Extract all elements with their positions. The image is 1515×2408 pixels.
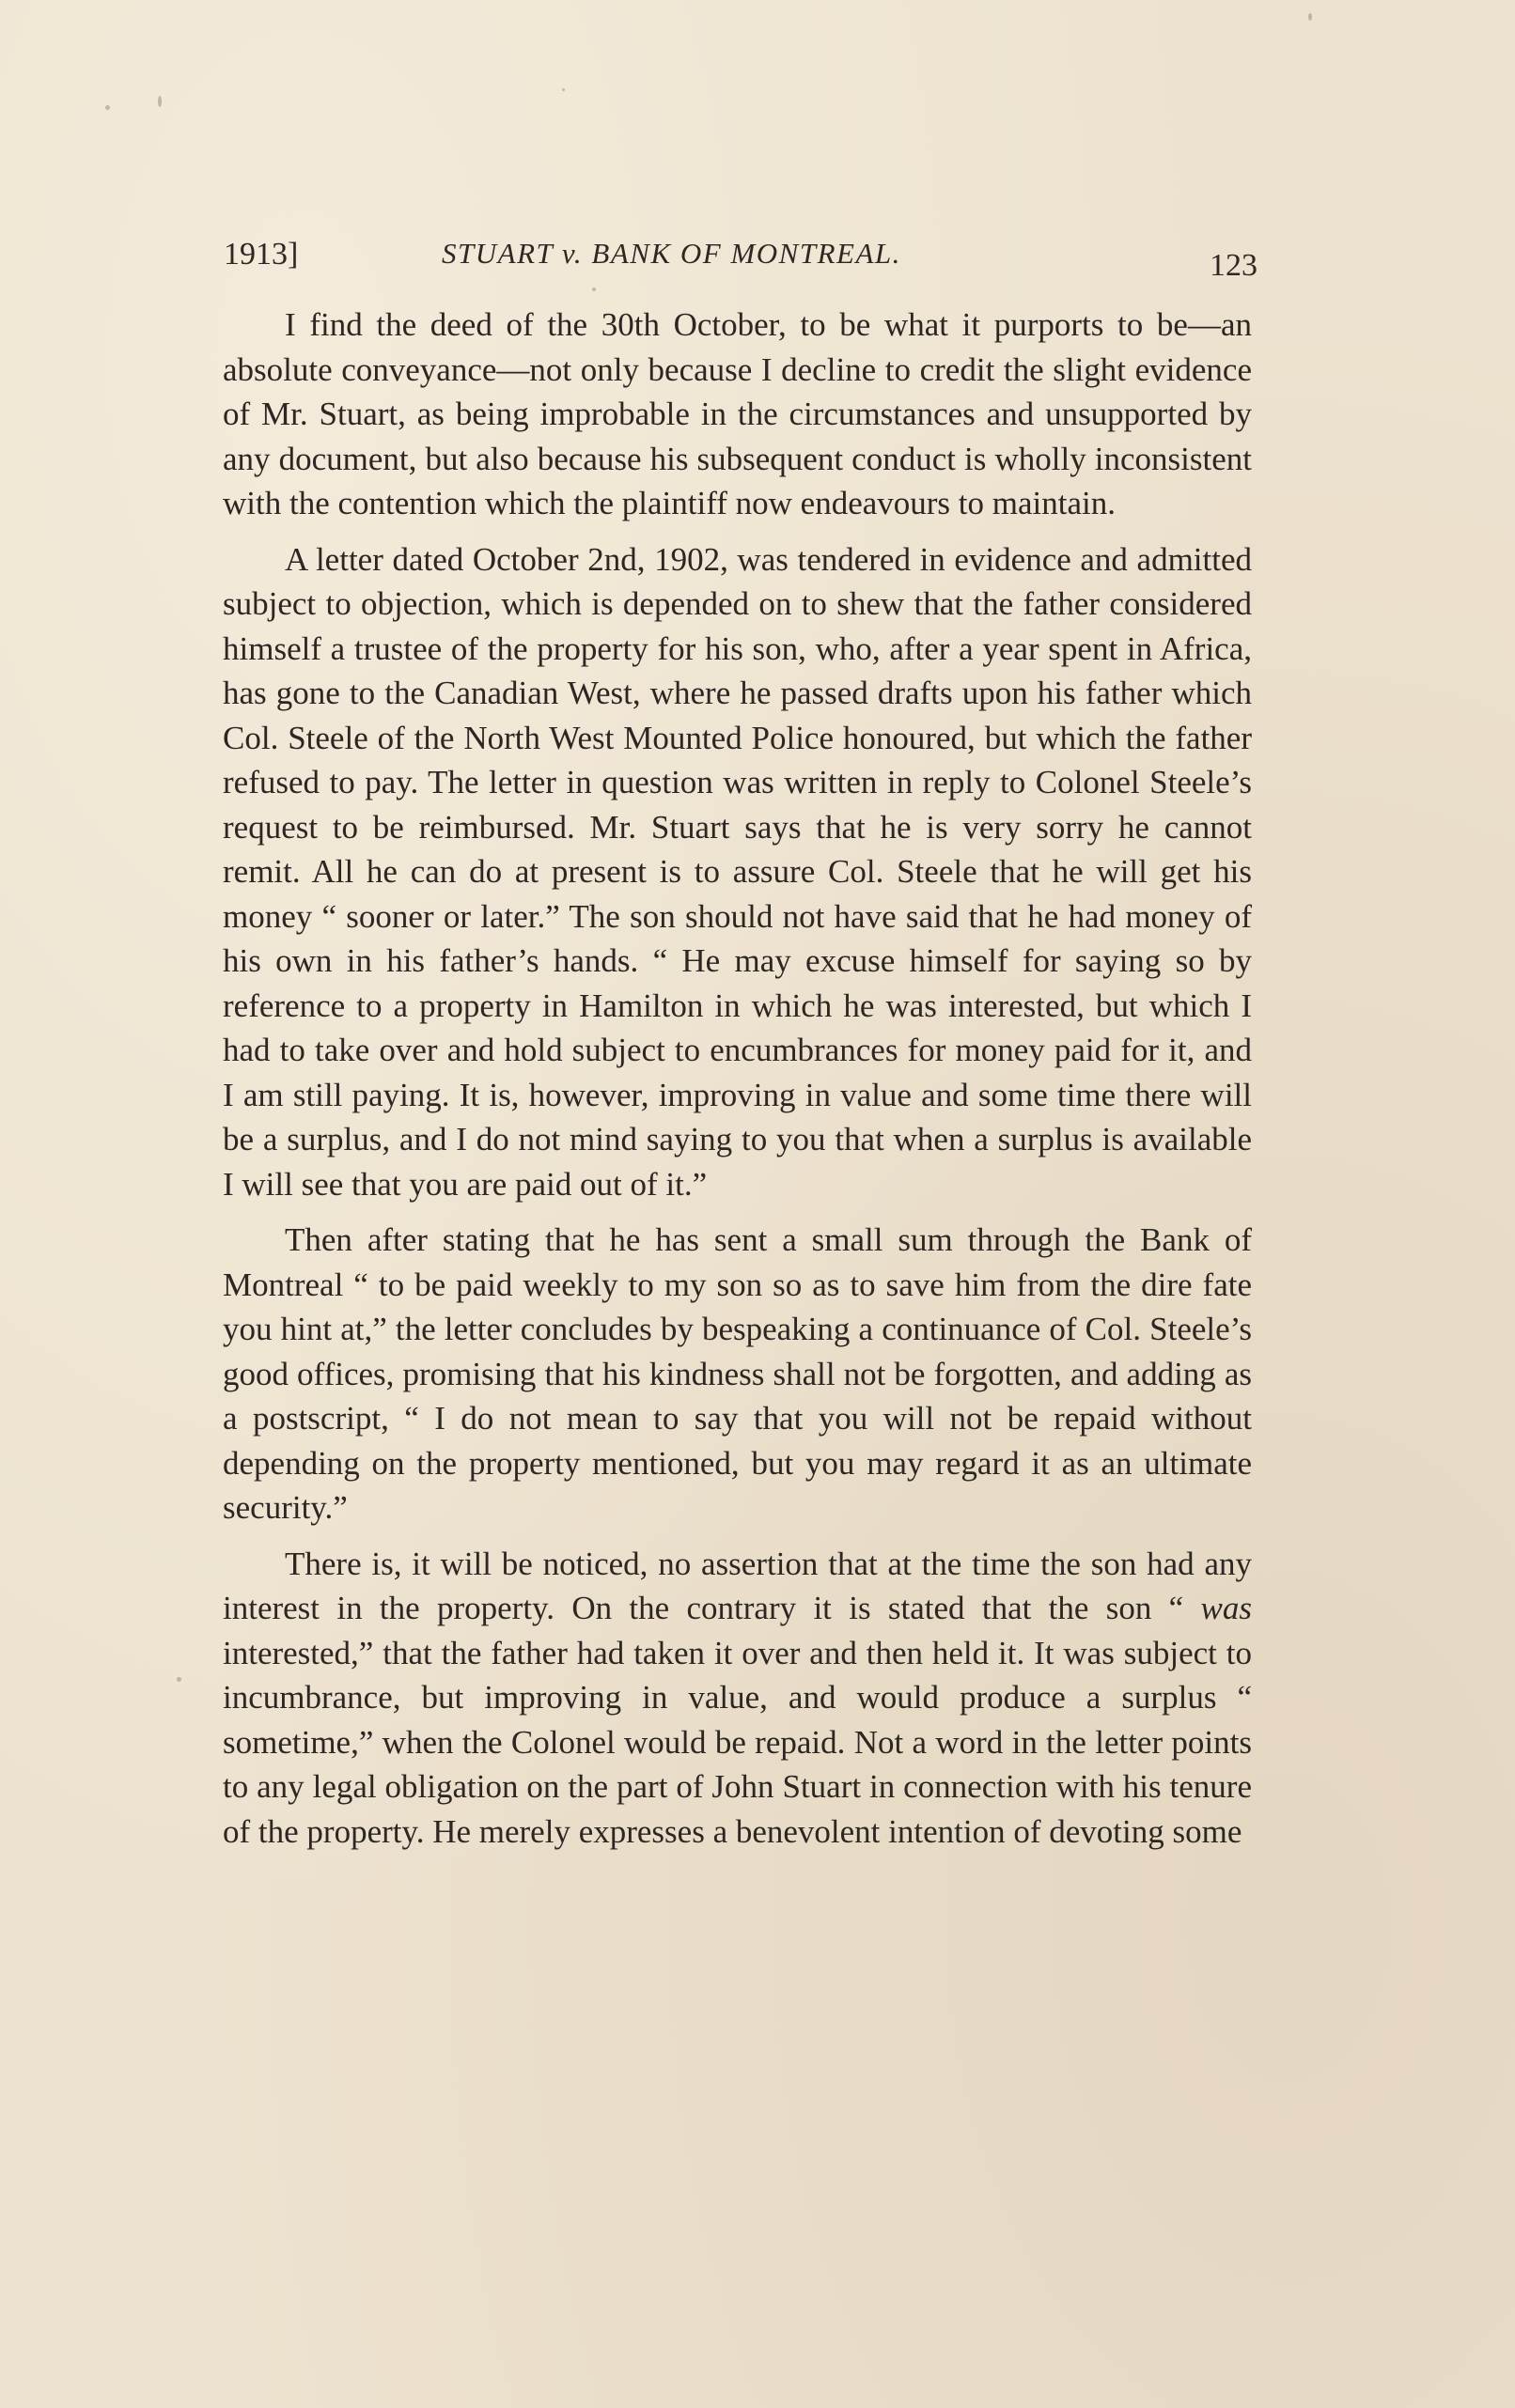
paper-speck: [105, 105, 110, 110]
running-head: [224, 229, 1257, 283]
paragraph-4: [223, 1542, 1252, 1855]
paper-speck: [158, 96, 162, 107]
paragraph-1: I find the deed of the 30th October, to be what it purports to be—an absolute conveyance—not only because I decline to credit the slight evidence of Mr. Stuart, as being improbable in the circumstances and unsupported by any document, but also because his subsequent conduct is wholly inconsistent with the contention which the plaintiff now endeavours to maintain.: [223, 306, 1252, 521]
paragraph-4-before: There is, it will be noticed, no assertion that at the time the son had any interest in the property. On the contrary it is stated that the son “: [223, 1545, 1252, 1626]
paper-speck: [177, 1677, 181, 1682]
paragraph-4-after: interested,” that the father had taken it over and then held it. It was subject to incumbrance, but improving in value, and would produce a surplus “ sometime,” when the Colonel would be repaid. Not a word in the letter points to any legal obligation on the part of John Stuart in connection with his tenure of the property. He merely expresses a benevolent intention of devoting some: [223, 1634, 1252, 1850]
running-head-title: STUART v. BANK OF MONTREAL.: [442, 237, 901, 270]
paper-speck: [592, 287, 596, 291]
running-head-year: 1913]: [224, 237, 299, 272]
paragraph-2: A letter dated October 2nd, 1902, was tendered in evidence and admitted subject to objection, which is depended on to shew that the father considered himself a trustee of the property for his son, who, after a year spent in Africa, has gone to the Canadian West, where he passed drafts upon his father which Col. Steele of the North West Mounted Police honoured, but which the father refused to pay. The letter in question was written in reply to Colonel Steele’s request to be reimbursed. Mr. Stuart says that he is very sorry he cannot remit. All he can do at present is to assure Col. Steele that he will get his money “ sooner or later.” The son should not have said that he had money of his own in his father’s hands. “ He may excuse himself for saying so by reference to a property in Hamilton in which he was interested, but which I had to take over and hold subject to encumbrances for money paid for it, and I am still paying. It is, however, improving in value and some time there will be a surplus, and I do not mind saying to you that when a surplus is available I will see that you are paid out of it.”: [223, 540, 1252, 1203]
page-number: 123: [1210, 248, 1257, 283]
paragraph-3: Then after stating that he has sent a small sum through the Bank of Montreal “ to be paid weekly to my son so as to save him from the dire fate you hint at,” the letter concludes by bespeaking a continuance of Col. Steele’s good offices, promising that his kindness shall not be forgotten, and adding as a postscript, “ I do not mean to say that you will not be repaid without depending on the property mentioned, but you may regard it as an ultimate security.”: [223, 1221, 1252, 1526]
paper-speck: [1308, 13, 1312, 21]
body-text: [223, 303, 1252, 1865]
paper-speck: [562, 88, 565, 91]
paragraph-4-emphasis: was: [1200, 1590, 1252, 1626]
